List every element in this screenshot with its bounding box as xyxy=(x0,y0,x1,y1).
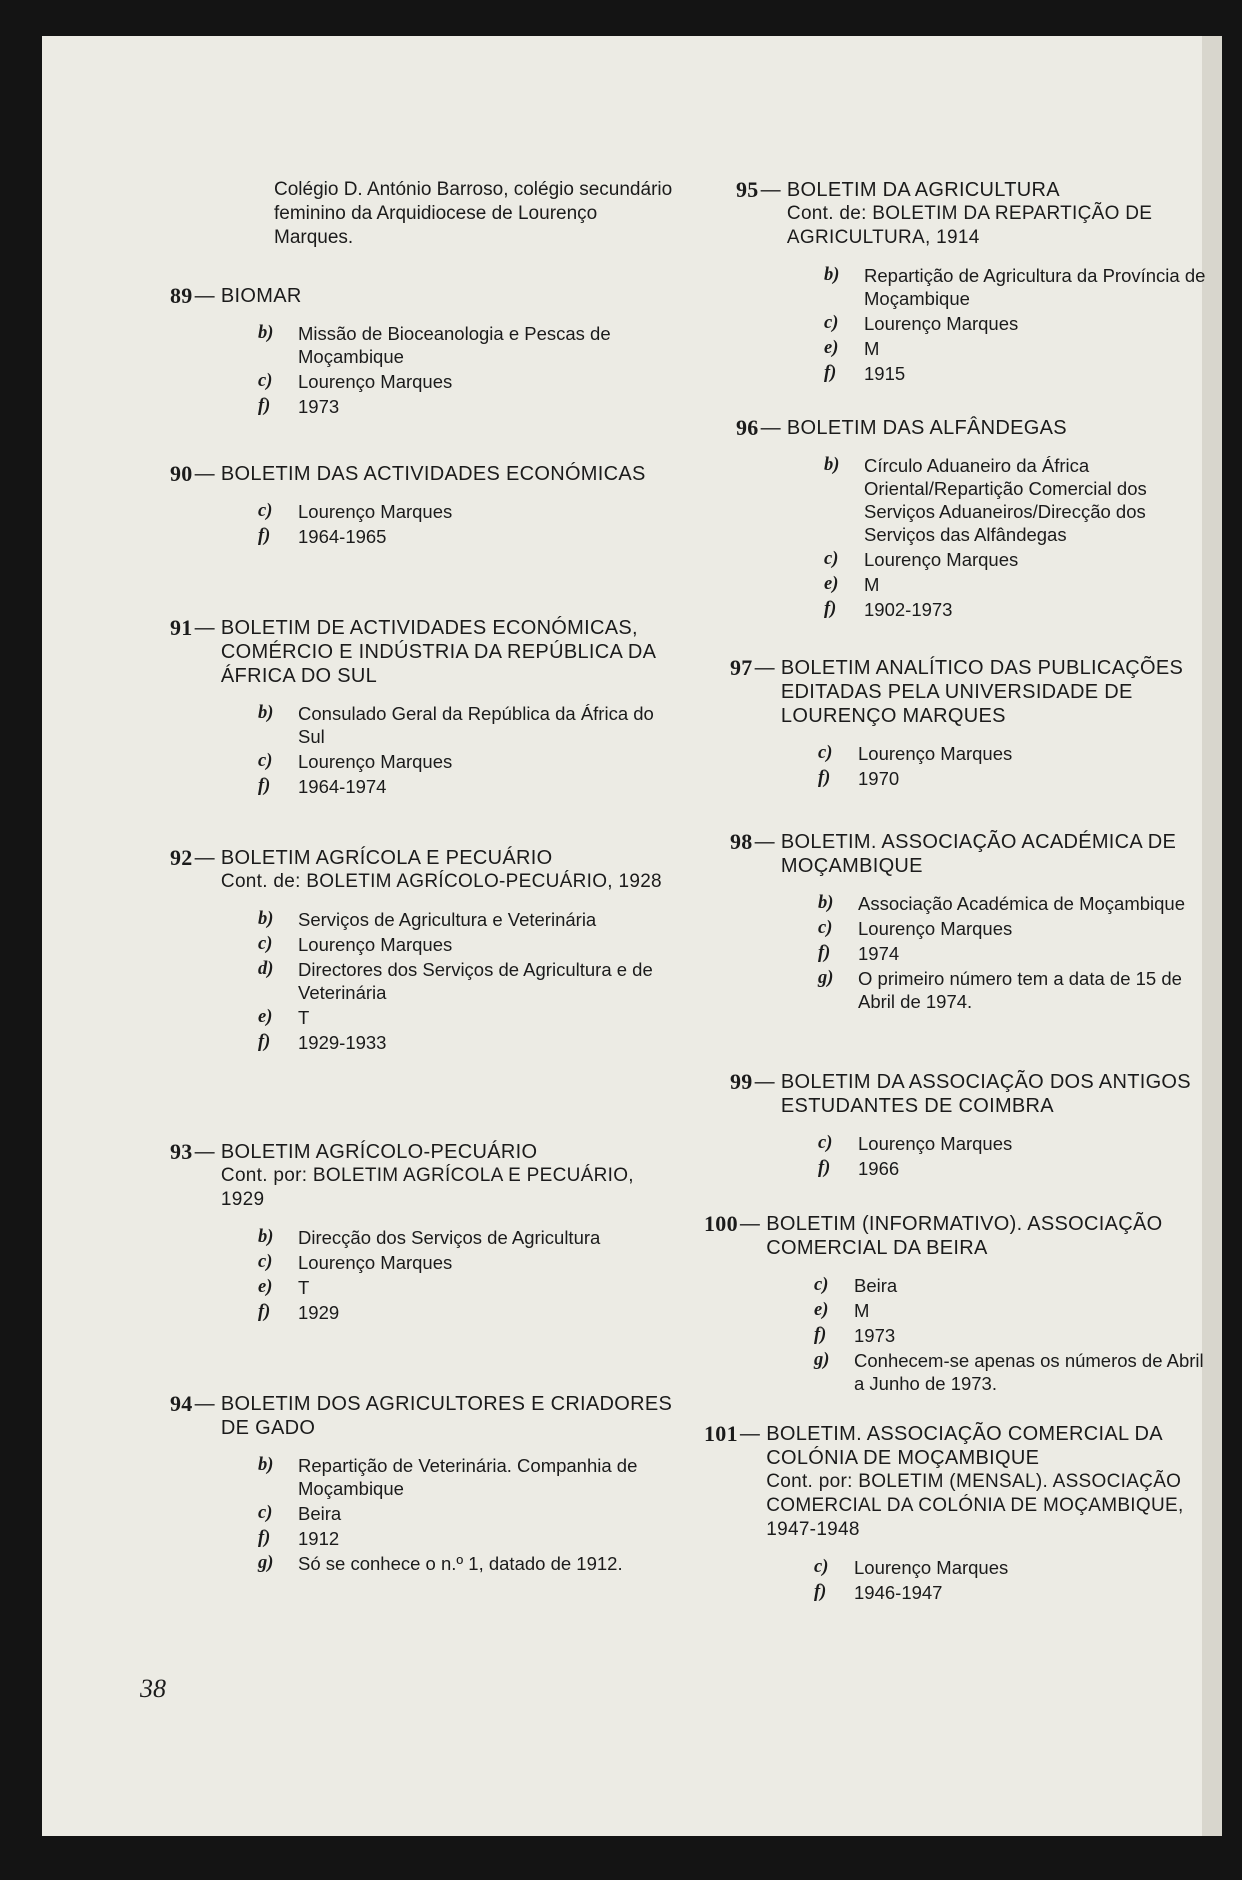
entry-field xyxy=(818,1132,1212,1155)
field-value: Lourenço Marques xyxy=(298,371,453,392)
field-label: e) xyxy=(258,1007,273,1027)
entry-89 xyxy=(170,284,674,418)
entry-field xyxy=(814,1581,1212,1604)
field-label: c) xyxy=(258,501,273,521)
entry-continuation: Cont. por: BOLETIM AGRÍCOLA E PECUÁRIO, 1929 xyxy=(220,1165,634,1210)
field-value: 1902-1973 xyxy=(864,599,953,620)
entry-field xyxy=(824,362,1212,385)
field-label: f) xyxy=(258,776,271,796)
entry-field xyxy=(814,1324,1212,1347)
entry-continuation: Cont. de: BOLETIM DA REPARTIÇÃO DE AGRICULTURA, 1914 xyxy=(786,203,1153,248)
entry-field xyxy=(258,908,674,931)
field-value: Lourenço Marques xyxy=(858,743,1013,764)
field-value: Consulado Geral da República da África do Sul xyxy=(298,703,654,747)
field-label: c) xyxy=(824,549,839,569)
entry-heading xyxy=(170,284,674,308)
field-label: c) xyxy=(258,751,273,771)
entry-dash: — xyxy=(194,463,215,485)
entry-field xyxy=(258,322,674,368)
field-label: c) xyxy=(818,1133,833,1153)
entry-97 xyxy=(730,656,1212,790)
entry-number: 98 xyxy=(730,829,753,854)
field-value: 1929 xyxy=(298,1302,340,1323)
field-value: Direcção dos Serviços de Agricultura xyxy=(298,1227,601,1248)
field-value: T xyxy=(298,1007,310,1028)
field-value: Lourenço Marques xyxy=(854,1557,1009,1578)
entry-number: 93 xyxy=(170,1139,193,1164)
entry-fields xyxy=(818,742,1212,790)
field-value: Associação Académica de Moçambique xyxy=(858,893,1186,914)
entry-title: BOLETIM AGRÍCOLO-PECUÁRIO xyxy=(220,1141,538,1163)
entry-93 xyxy=(170,1140,674,1324)
field-label: f) xyxy=(258,1528,271,1548)
entry-field xyxy=(258,395,674,418)
entry-number: 100 xyxy=(704,1211,738,1236)
entry-dash: — xyxy=(194,617,215,639)
field-label: c) xyxy=(818,743,833,763)
entry-95 xyxy=(736,178,1212,385)
entry-field xyxy=(258,500,674,523)
entry-field xyxy=(258,1552,674,1575)
entry-field xyxy=(258,1527,674,1550)
entry-title: BOLETIM. ASSOCIAÇÃO ACADÉMICA DE MOÇAMBIQUE xyxy=(780,831,1177,877)
entry-field xyxy=(258,1031,674,1054)
entry-96 xyxy=(736,416,1212,621)
entry-dash: — xyxy=(194,847,215,869)
entry-dash: — xyxy=(194,1393,215,1415)
entry-heading xyxy=(170,1140,674,1212)
entry-heading xyxy=(170,462,674,486)
field-value: Beira xyxy=(854,1275,898,1296)
entry-continuation: Cont. por: BOLETIM (MENSAL). ASSOCIAÇÃO COMERCIAL DA COLÓNIA DE MOÇAMBIQUE, 1947-1948 xyxy=(766,1471,1184,1540)
field-label: c) xyxy=(824,313,839,333)
field-value: 1970 xyxy=(858,768,900,789)
entry-number: 96 xyxy=(736,415,759,440)
field-label: f) xyxy=(258,396,271,416)
field-value: 1964-1965 xyxy=(298,526,387,547)
entry-field xyxy=(824,337,1212,360)
entry-title: BOLETIM DE ACTIVIDADES ECONÓMICAS, COMÉRCIO E INDÚSTRIA DA REPÚBLICA DA ÁFRICA DO SUL xyxy=(220,617,656,687)
entry-101 xyxy=(704,1422,1212,1604)
entry-fields xyxy=(258,1226,674,1324)
field-label: c) xyxy=(818,918,833,938)
entry-field xyxy=(814,1556,1212,1579)
entry-field xyxy=(258,1006,674,1029)
entry-field xyxy=(824,264,1212,310)
field-value: 1966 xyxy=(858,1158,900,1179)
field-value: Directores dos Serviços de Agricultura e de Veterinária xyxy=(298,959,653,1003)
entry-number: 97 xyxy=(730,655,753,680)
entry-field xyxy=(258,1251,674,1274)
field-label: f) xyxy=(818,943,831,963)
entry-field xyxy=(818,767,1212,790)
entry-field xyxy=(258,1301,674,1324)
entry-dash: — xyxy=(754,657,775,679)
entry-title: BOLETIM DA ASSOCIAÇÃO DOS ANTIGOS ESTUDANTES DE COIMBRA xyxy=(780,1071,1191,1117)
field-label: c) xyxy=(814,1275,829,1295)
entry-dash: — xyxy=(739,1213,761,1235)
field-value: Só se conhece o n.º 1, datado de 1912. xyxy=(298,1553,623,1574)
field-label: g) xyxy=(818,968,834,988)
intro-paragraph xyxy=(274,178,674,250)
field-value: Repartição de Agricultura da Província de Moçambique xyxy=(864,265,1206,309)
entry-92 xyxy=(170,846,674,1054)
entry-number: 95 xyxy=(736,177,759,202)
field-value: 1946-1947 xyxy=(854,1582,943,1603)
entry-fields xyxy=(818,892,1212,1013)
field-label: f) xyxy=(824,599,837,619)
entry-field xyxy=(814,1349,1212,1395)
entry-heading xyxy=(730,830,1212,878)
entry-fields xyxy=(258,1454,674,1575)
field-value: M xyxy=(864,574,880,595)
field-value: Serviços de Agricultura e Veterinária xyxy=(298,909,597,930)
entry-field xyxy=(818,942,1212,965)
field-label: b) xyxy=(258,323,274,343)
field-label: f) xyxy=(824,363,837,383)
field-value: Repartição de Veterinária. Companhia de Moçambique xyxy=(298,1455,638,1499)
entry-fields xyxy=(814,1556,1212,1604)
field-value: O primeiro número tem a data de 15 de Abril de 1974. xyxy=(858,968,1182,1012)
field-label: f) xyxy=(258,1032,271,1052)
field-value: Lourenço Marques xyxy=(298,751,453,772)
entry-94 xyxy=(170,1392,674,1575)
entry-fields xyxy=(258,908,674,1054)
field-value: 1929-1933 xyxy=(298,1032,387,1053)
field-label: e) xyxy=(824,574,839,594)
field-value: T xyxy=(298,1277,310,1298)
field-label: e) xyxy=(824,338,839,358)
entry-fields xyxy=(824,454,1212,621)
field-value: Conhecem-se apenas os números de Abril a Junho de 1973. xyxy=(854,1350,1204,1394)
intro-text: Colégio D. António Barroso, colégio secundário feminino da Arquidiocese de Lourenço Marques. xyxy=(274,179,673,248)
entry-field xyxy=(818,742,1212,765)
entry-field xyxy=(258,1502,674,1525)
entry-dash: — xyxy=(194,285,215,307)
field-value: M xyxy=(854,1300,870,1321)
field-value: 1974 xyxy=(858,943,900,964)
field-label: f) xyxy=(814,1325,827,1345)
entry-field xyxy=(824,312,1212,335)
entry-field xyxy=(258,702,674,748)
entry-title: BOLETIM DOS AGRICULTORES E CRIADORES DE GADO xyxy=(220,1393,673,1439)
entry-continuation: Cont. de: BOLETIM AGRÍCOLO-PECUÁRIO, 1928 xyxy=(220,871,662,892)
field-label: f) xyxy=(258,526,271,546)
entry-90 xyxy=(170,462,674,548)
entry-field xyxy=(258,933,674,956)
entry-99 xyxy=(730,1070,1212,1180)
field-label: b) xyxy=(818,893,834,913)
entry-dash: — xyxy=(754,1071,775,1093)
field-label: g) xyxy=(258,1553,274,1573)
field-value: Lourenço Marques xyxy=(298,934,453,955)
entry-field xyxy=(814,1274,1212,1297)
entry-dash: — xyxy=(739,1423,761,1445)
field-value: 1973 xyxy=(854,1325,896,1346)
entry-title: BOLETIM DAS ACTIVIDADES ECONÓMICAS xyxy=(220,463,646,485)
entry-field xyxy=(818,917,1212,940)
entry-field xyxy=(818,892,1212,915)
field-value: Círculo Aduaneiro da África Oriental/Repartição Comercial dos Serviços Aduaneiros/Direcção dos Serviços das Alfândegas xyxy=(864,455,1147,545)
field-label: f) xyxy=(258,1302,271,1322)
entry-number: 101 xyxy=(704,1421,738,1446)
entry-field xyxy=(818,1157,1212,1180)
entry-field xyxy=(258,775,674,798)
entry-heading xyxy=(704,1212,1212,1260)
entry-fields xyxy=(258,322,674,418)
page-number: 38 xyxy=(140,1674,166,1703)
entry-fields xyxy=(824,264,1212,385)
field-label: b) xyxy=(824,265,840,285)
field-value: 1973 xyxy=(298,396,340,417)
entry-field xyxy=(818,967,1212,1013)
field-label: b) xyxy=(258,1455,274,1475)
field-value: Beira xyxy=(298,1503,342,1524)
entry-field xyxy=(824,573,1212,596)
entry-field xyxy=(258,750,674,773)
entry-dash: — xyxy=(760,417,781,439)
field-value: 1964-1974 xyxy=(298,776,387,797)
entry-91 xyxy=(170,616,674,798)
field-value: Lourenço Marques xyxy=(298,501,453,522)
entry-title: BOLETIM. ASSOCIAÇÃO COMERCIAL DA COLÓNIA DE MOÇAMBIQUE xyxy=(766,1423,1162,1469)
entry-number: 94 xyxy=(170,1391,193,1416)
entry-title: BOLETIM ANALÍTICO DAS PUBLICAÇÕES EDITADAS PELA UNIVERSIDADE DE LOURENÇO MARQUES xyxy=(780,657,1184,727)
entry-field xyxy=(824,454,1212,546)
entry-number: 89 xyxy=(170,283,193,308)
field-label: g) xyxy=(814,1350,830,1370)
entry-title: BOLETIM AGRÍCOLA E PECUÁRIO xyxy=(220,847,553,869)
entry-fields xyxy=(814,1274,1212,1395)
entry-number: 90 xyxy=(170,461,193,486)
entry-field xyxy=(814,1299,1212,1322)
entry-field xyxy=(258,1226,674,1249)
entry-heading xyxy=(170,616,674,688)
field-value: Missão de Bioceanologia e Pescas de Moçambique xyxy=(298,323,611,367)
entry-100 xyxy=(704,1212,1212,1395)
entry-field xyxy=(824,548,1212,571)
field-label: d) xyxy=(258,959,274,979)
entry-number: 99 xyxy=(730,1069,753,1094)
entry-title: BOLETIM DA AGRICULTURA xyxy=(786,179,1060,201)
entry-number: 91 xyxy=(170,615,193,640)
entry-heading xyxy=(730,1070,1212,1118)
entry-field xyxy=(258,958,674,1004)
entry-title: BIOMAR xyxy=(220,285,302,307)
field-value: 1915 xyxy=(864,363,906,384)
entry-dash: — xyxy=(760,179,781,201)
field-label: e) xyxy=(258,1277,273,1297)
entry-number: 92 xyxy=(170,845,193,870)
entry-field xyxy=(258,1276,674,1299)
field-value: Lourenço Marques xyxy=(298,1252,453,1273)
field-value: 1912 xyxy=(298,1528,340,1549)
field-label: c) xyxy=(258,1503,273,1523)
entry-fields xyxy=(818,1132,1212,1180)
field-value: M xyxy=(864,338,880,359)
field-label: c) xyxy=(258,1252,273,1272)
entry-heading xyxy=(736,178,1212,250)
field-value: Lourenço Marques xyxy=(864,549,1019,570)
entry-heading xyxy=(704,1422,1212,1542)
entry-field xyxy=(258,525,674,548)
entry-fields xyxy=(258,702,674,798)
entry-98 xyxy=(730,830,1212,1013)
field-label: e) xyxy=(814,1300,829,1320)
field-label: b) xyxy=(258,909,274,929)
entry-field xyxy=(258,370,674,393)
entry-heading xyxy=(736,416,1212,440)
entry-field xyxy=(258,1454,674,1500)
entry-dash: — xyxy=(194,1141,215,1163)
field-label: c) xyxy=(258,371,273,391)
field-label: f) xyxy=(818,1158,831,1178)
field-label: c) xyxy=(814,1557,829,1577)
entry-dash: — xyxy=(754,831,775,853)
entry-title: BOLETIM (INFORMATIVO). ASSOCIAÇÃO COMERCIAL DA BEIRA xyxy=(766,1213,1163,1259)
book-page xyxy=(42,36,1222,1836)
entry-title: BOLETIM DAS ALFÂNDEGAS xyxy=(786,417,1067,439)
field-label: b) xyxy=(258,1227,274,1247)
field-label: f) xyxy=(814,1582,827,1602)
entry-heading xyxy=(170,846,674,894)
field-value: Lourenço Marques xyxy=(858,918,1013,939)
field-value: Lourenço Marques xyxy=(864,313,1019,334)
entry-field xyxy=(824,598,1212,621)
field-label: f) xyxy=(818,768,831,788)
field-label: c) xyxy=(258,934,273,954)
field-label: b) xyxy=(824,455,840,475)
field-value: Lourenço Marques xyxy=(858,1133,1013,1154)
field-label: b) xyxy=(258,703,274,723)
entry-fields xyxy=(258,500,674,548)
entry-heading xyxy=(730,656,1212,728)
entry-heading xyxy=(170,1392,674,1440)
